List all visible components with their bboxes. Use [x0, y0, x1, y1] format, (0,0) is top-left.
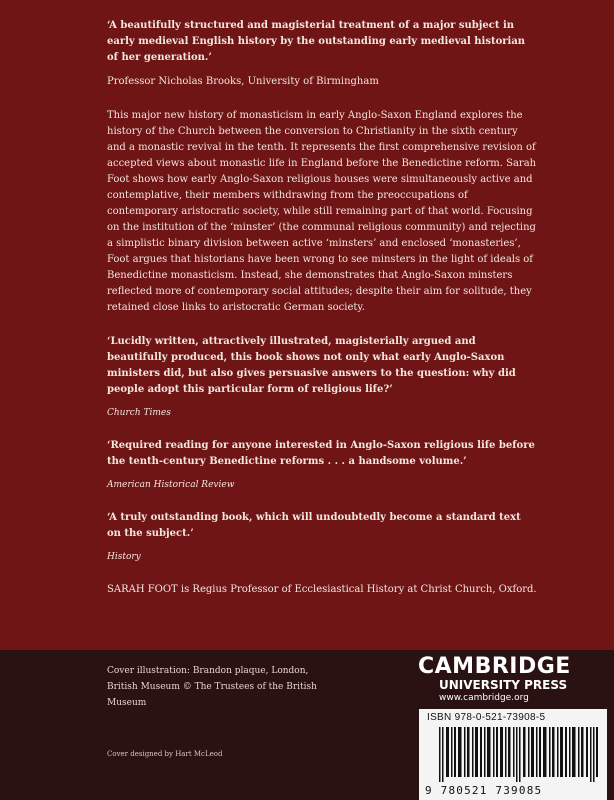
- isbn-label: ISBN 978-0-521-73908-5: [427, 712, 546, 723]
- review-quote-2: ‘Lucidly written, attractively illustrated, magisterially argued and beautifully produced, this book shows not only what early Anglo-Saxon ministers did, but also gives persuasive answers to the question: why did people adopt this particular form of religious life?’: [107, 336, 516, 395]
- designer-credit: Cover designed by Hart McLeod: [107, 750, 223, 758]
- barcode-digits: 9 780521 739085: [425, 784, 543, 797]
- review-source-3: American Historical Review: [107, 480, 235, 490]
- review-source-4: History: [107, 552, 141, 562]
- cover-illustration-credit: Cover illustration: Brandon plaque, London, British Museum © The Trustees of the British Museum: [107, 666, 317, 708]
- cover-text: [107, 18, 537, 598]
- review-quote-4: ‘A truly outstanding book, which will undoubtedly become a standard text on the subject.’: [107, 512, 521, 539]
- author-bio: SARAH FOOT is Regius Professor of Ecclesiastical History at Christ Church, Oxford.: [107, 584, 537, 595]
- review-source-1: Professor Nicholas Brooks, University of Birmingham: [107, 76, 379, 87]
- publisher-logo: [418, 656, 571, 704]
- publisher-name: CAMBRIDGE: [418, 654, 571, 679]
- review-quote-3: ‘Required reading for anyone interested in Anglo-Saxon religious life before the tenth-century Benedictine reforms . . . a handsome volume.’: [107, 440, 535, 467]
- review-quote-1: ‘A beautifully structured and magisterial treatment of a major subject in early medieval English history by the outstanding early medieval historian of her generation.’: [107, 20, 526, 63]
- barcode-icon: [439, 727, 599, 782]
- publisher-subtitle: UNIVERSITY PRESS: [439, 678, 568, 692]
- book-description: This major new history of monasticism in early Anglo-Saxon England explores the history of the Church between the conversion to Christianity in the sixth century and a monastic revival in the tenth. It represents the first comprehensive revision of accepted views about monastic life in England before the Benedictine reform. Sarah Foot shows how early Anglo-Saxon religious houses were simultaneously active and contemplative, their members withdrawing from the preoccupations of contemporary aristocratic society, while still remaining part of that world. Focusing on the institution of the ‘minster’ (the communal religious community) and rejecting a simplistic binary division between active ‘minsters’ and enclosed ‘monasteries’, Foot argues that historians have been wrong to see minsters in the light of ideals of Benedictine monasticism. Instead, she demonstrates that Anglo-Saxon minsters reflected more of contemporary social attitudes; despite their aim for solitude, they retained close links to aristocratic German society.: [107, 110, 537, 313]
- review-source-2: Church Times: [107, 408, 171, 418]
- publisher-url: www.cambridge.org: [439, 693, 529, 703]
- barcode-panel: [419, 709, 607, 800]
